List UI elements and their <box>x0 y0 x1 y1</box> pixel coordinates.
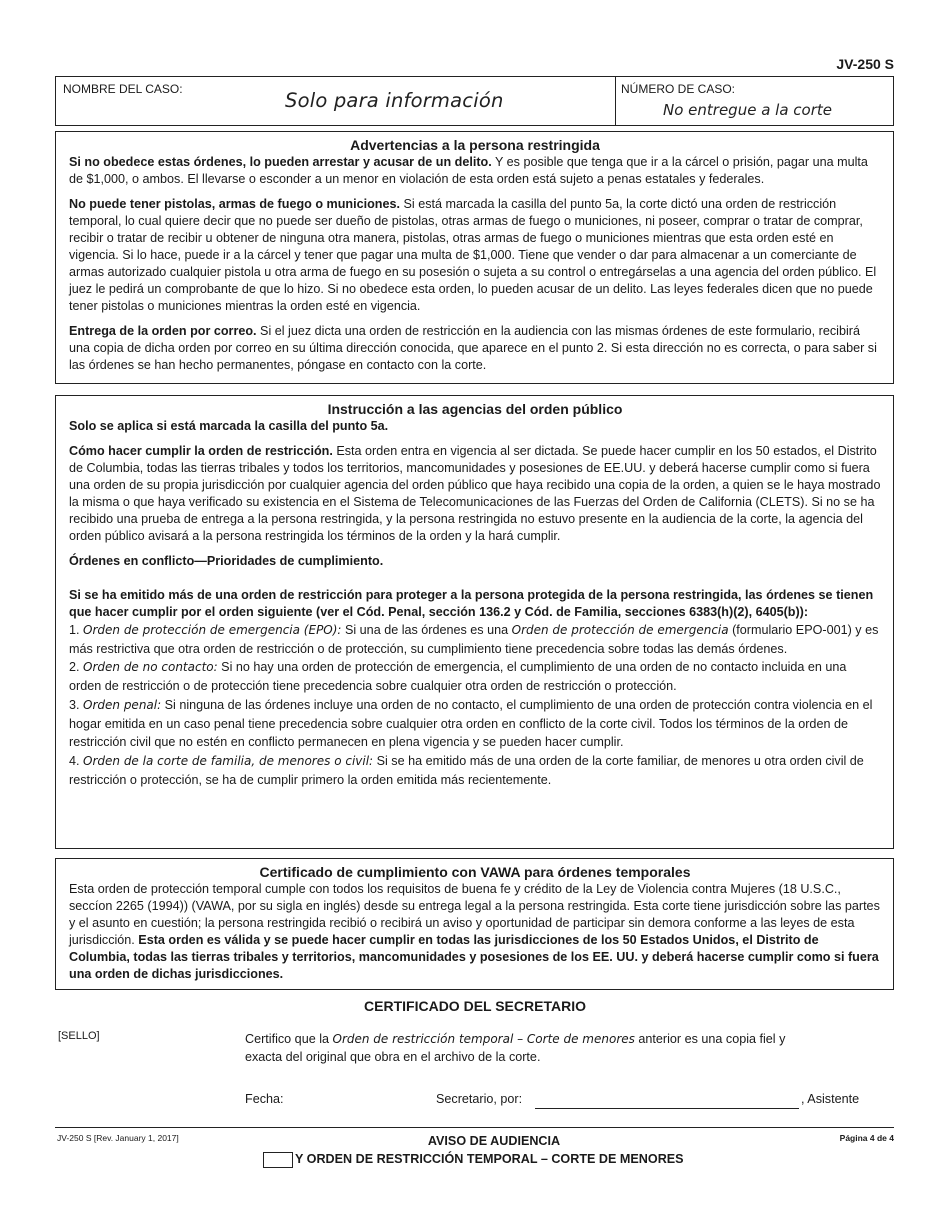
warnings-section <box>55 131 894 384</box>
vawa-text: Esta orden de protección temporal cumple con todos los requisitos de buena fe y crédito de la Ley de Violencia contra Mujeres (18 U.S.C., seccíon 2265 (1994)) (VAWA, por su sigla en inglés) desde su entrega legal a la persona restringida. Esta corte tiene jurisdicción sobre las partes y el asunto en cuestión; la persona restringida recibió o recibirá un aviso y oportunidad de participar sin demora conforme a las leyes de esta jurisdicción. Esta orden es válida y se puede hacer cumplir en todas las jurisdicciones de los 50 Estados Unidos, el Distrito de Columbia, todas las tierras tribales y territorios, mancomunidades y posesiones de los EE. UU. y deberá hacerse cumplir como si fuera una orden de dichas jurisdicciones. <box>69 882 880 981</box>
warnings-mail: Entrega de la orden por correo. Si el juez dicta una orden de restricción en la audiencia con las mismas órdenes de este formulario, recibirá una copia de dicha orden por correo en su última dirección conocida, que aparece en el punto 2. Si esta dirección no es correcta, o para saber si las órdenes se han hecho permanentes, póngase en contacto con la corte. <box>69 324 877 372</box>
form-id: JV-250 S <box>836 56 894 72</box>
footer-checkbox[interactable] <box>263 1152 293 1168</box>
clerk-label: Secretario, por: <box>436 1092 523 1106</box>
list-item: 3. Orden penal: Si ninguna de las órdenes incluye una orden de no contacto, el cumplimiento de una orden de protección contra violencia en el hogar emitida en un caso penal tiene precedencia sobre cualquier otra orden en conflicto de la corte civil. Todos los términos de la orden de restricción civil que no estén en conflicto permanecen en plena vigencia y se pueden hacer cumplir. <box>69 697 873 750</box>
law-title: Instrucción a las agencias del orden público <box>327 401 623 417</box>
clerk-certificate-title: CERTIFICADO DEL SECRETARIO <box>364 998 586 1014</box>
case-name-label: NOMBRE DEL CASO: <box>63 82 183 96</box>
date-label: Fecha: <box>245 1092 284 1106</box>
law-enforcement-section <box>55 395 894 849</box>
footer-divider <box>55 1127 894 1128</box>
clerk-certify-text: Certifico que la Orden de restricción temporal – Corte de menores anterior es una copia fiel y exacta del original que obra en el archivo de la corte. <box>245 1032 786 1064</box>
warnings-title: Advertencias a la persona restringida <box>350 137 600 153</box>
case-header <box>55 76 894 126</box>
law-conflict-intro: Si se ha emitido más de una orden de restricción para proteger a la persona protegida de la persona restringida, las órdenes se tienen que hacer cumplir por el orden siguiente (ver el Cód. Penal, sección 136.2 y Cód. de Familia, secciones 6383(h)(2), 6405(b)): <box>69 588 874 619</box>
priority-list <box>69 621 881 789</box>
case-name-cell <box>56 77 616 125</box>
clerk-signature-line[interactable] <box>535 1108 799 1109</box>
law-applies: Solo se aplica si está marcada la casilla del punto 5a. <box>69 419 389 433</box>
seal-label: [SELLO] <box>58 1030 100 1042</box>
warnings-arrest: Si no obedece estas órdenes, lo pueden arrestar y acusar de un delito. Y es posible que tenga que ir a la cárcel o prisión, pagar una multa de $1,000, o ambos. El llevarse o esconder a un menor en violación de esta orden está sujeto a penas estatales y federales. <box>69 155 868 186</box>
footer-title-line1: AVISO DE AUDIENCIA <box>427 1134 561 1148</box>
list-item: 2. Orden de no contacto: Si no hay una orden de protección de emergencia, el cumplimiento de una orden de no contacto incluida en una orden de restricción o de protección tiene precedencia sobre cualquier otra orden de restricción o protección. <box>69 660 847 694</box>
page-number: Página 4 de 4 <box>839 1133 894 1143</box>
footer-title-line2: Y ORDEN DE RESTRICCIÓN TEMPORAL – CORTE DE MENORES <box>295 1152 684 1166</box>
list-item: 4. Orden de la corte de familia, de menores o civil: Si se ha emitido más de una orden de la corte familiar, de menores u otra orden civil de restricción o protección, se ha de cumplir primero la orden emitida más recientemente. <box>69 753 864 787</box>
case-number-value: No entregue a la corte <box>663 101 832 119</box>
vawa-title: Certificado de cumplimiento con VAWA para órdenes temporales <box>259 864 691 880</box>
case-number-label: NÚMERO DE CASO: <box>621 82 736 96</box>
form-revision: JV-250 S [Rev. January 1, 2017] <box>57 1133 179 1143</box>
law-conflict-title: Órdenes en conflicto—Prioridades de cumplimiento. <box>69 554 384 568</box>
warnings-firearms: No puede tener pistolas, armas de fuego o municiones. Si está marcada la casilla del punto 5a, la corte dictó una orden de restricción temporal, lo cual quiere decir que no puede ser dueño de pistolas, otras armas de fuego o municiones, ni poseer, comprar o tratar de comprar, recibir o tratar de recibir u obtener de ninguna otra manera, pistolas, otras armas de fuego o municiones mientras que esta orden esté en vigencia. Si lo hace, puede ir a la cárcel y tener que pagar una multa de $1,000. Tiene que vender o dar para almacenar a un comerciante de armas autorizado cualquier pistola u otra arma de fuego en su posesión o sujeta a su control o entregárselas a una agencia del orden público. El juez le pedirá un comprobante de que lo hizo. Si no obedece esta orden, lo pueden acusar de un delito. Las leyes federales dicen que no puede tener pistolas o municiones mientras la orden esté en vigencia. <box>69 197 877 313</box>
deputy-label: , Asistente <box>801 1092 860 1106</box>
list-item: 1. Orden de protección de emergencia (EPO): Si una de las órdenes es una Orden de protección de emergencia (formulario EPO-001) y es más restrictiva que otra orden de restricción o de protección, su cumplimiento tiene precedencia sobre todas las demás órdenes. <box>69 623 879 656</box>
law-enforce: Cómo hacer cumplir la orden de restricción. Esta orden entra en vigencia al ser dictada. Se puede hacer cumplir en los 50 estados, el Distrito de Columbia, todas las tierras tribales y todos los territorios, mancomunidades y posesiones de EE.UU. y deberá hacerse cumplir como si fuera una orden de su propia jurisdicción por cualquier agencia del orden público que haya recibido una copia de la orden, a quien se le haya mostrado la misma o que haya verificado su existencia en el Sistema de Telecomunicaciones de las Fuerzas del Orden de California (CLETS). Si no se ha recibido una prueba de entrega a la persona restringida, y la persona restringida no estuvo presente en la audiencia de la corte, la agencia del orden público avisará a la persona restringida los términos de la orden y la hará cumplir. <box>69 444 881 543</box>
case-name-value: Solo para información <box>285 89 504 112</box>
vawa-section <box>55 858 894 990</box>
